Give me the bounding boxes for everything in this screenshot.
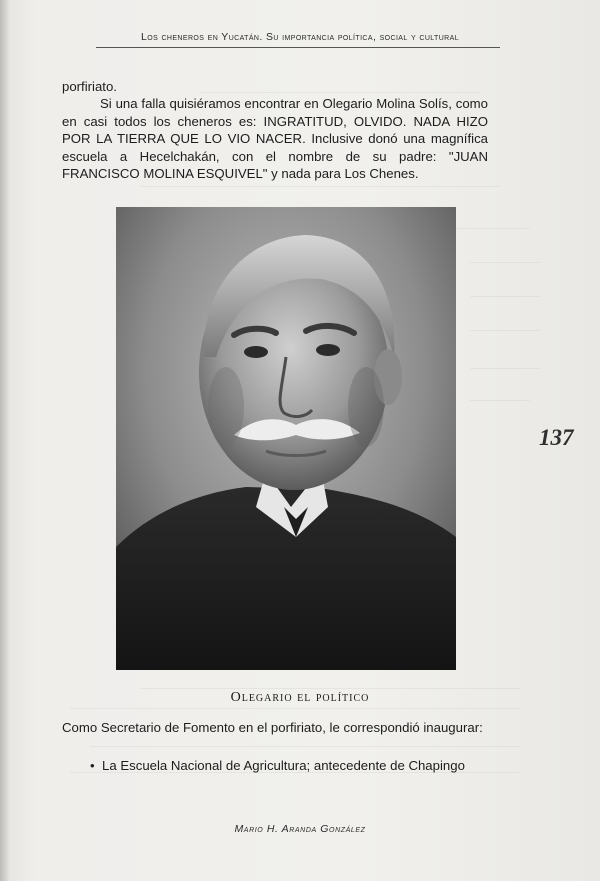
footer-author: Mario H. Aranda González (234, 823, 366, 835)
bullet-text: La Escuela Nacional de Agricultura; antecedente de Chapingo (102, 757, 465, 773)
portrait-photo (116, 207, 456, 670)
binding-shadow (0, 0, 10, 881)
header-rule (96, 47, 500, 48)
bullet-item (62, 757, 532, 775)
bullet-icon: • (90, 757, 95, 773)
photo-caption: Olegario el político (230, 690, 370, 705)
portrait-illustration (116, 207, 456, 670)
intro-sentence: Como Secretario de Fomento en el porfiriato, le correspondió inaugurar: (62, 720, 483, 735)
after-caption-text (62, 719, 532, 774)
running-header: Los cheneros en Yucatán. Su importancia política, social y cultural (140, 31, 459, 43)
paragraph-1: porfiriato. (62, 79, 117, 94)
page-number: 137 (539, 425, 574, 450)
paragraph-2: Si una falla quisiéramos encontrar en Olegario Molina Solís, como en casi todos los cheneros es: INGRATITUD, OLVIDO. NADA HIZO POR LA TIERRA QUE LO VIO NACER. Inclusive donó una magnífica escuela a Hecelchakán, con el nombre de su padre: "JUAN FRANCISCO MOLINA ESQUIVEL" y nada para Los Chenes. (62, 96, 488, 182)
body-text (62, 78, 488, 182)
